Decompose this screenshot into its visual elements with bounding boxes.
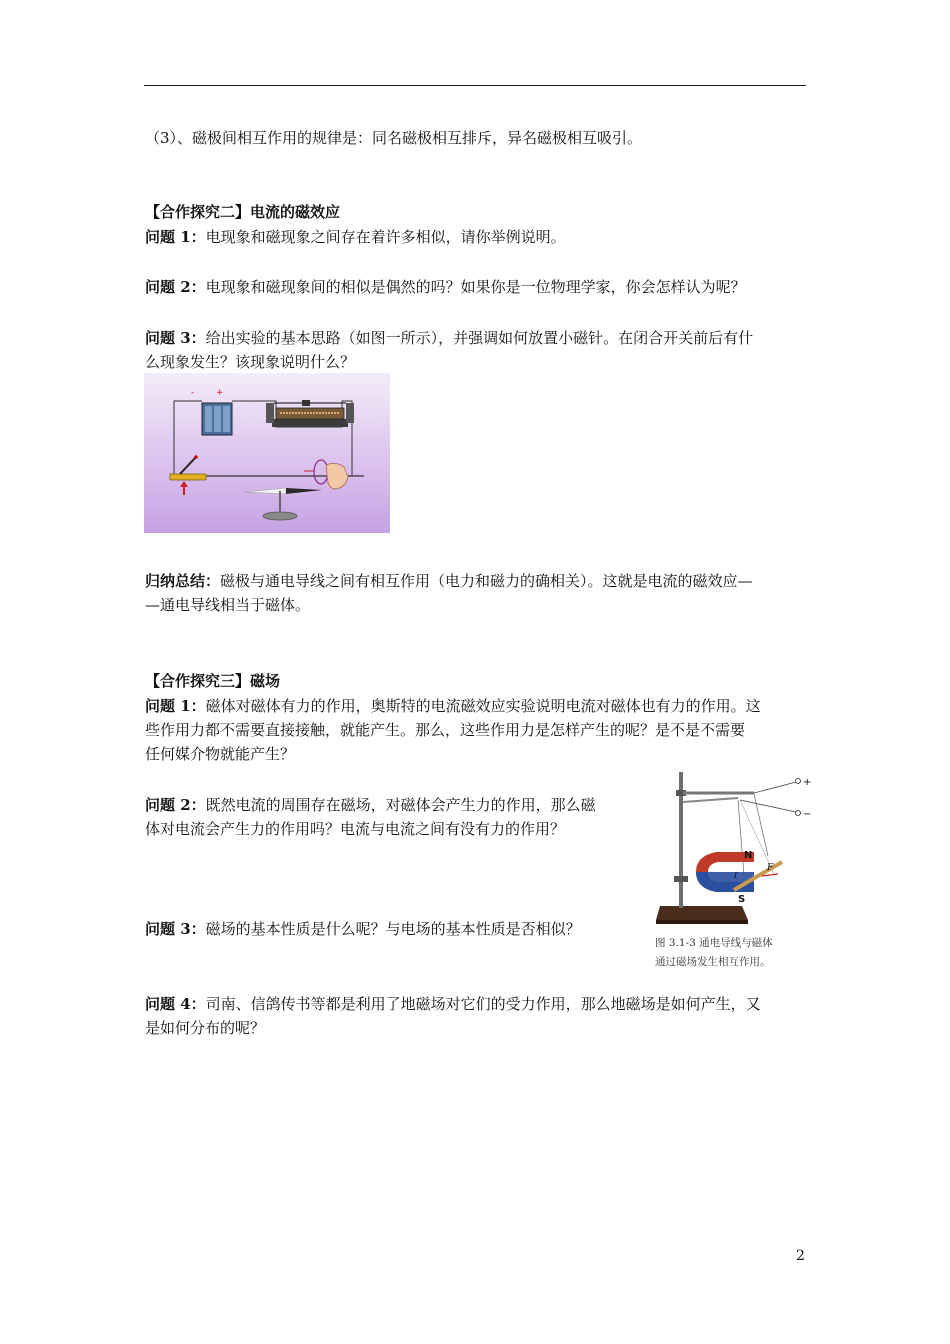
q-text: 么现象发生？该现象说明什么？ [145, 353, 356, 371]
q-label: 问题 1： [145, 697, 206, 715]
q-text: 磁体对磁体有力的作用，奥斯特的电流磁效应实验说明电流对磁体也有力的作用。这 [205, 697, 761, 715]
section3-q3 [145, 917, 581, 941]
q-text: 体对电流会产生力的作用吗？电流与电流之间有没有力的作用？ [145, 820, 566, 838]
q-label: 问题 3： [145, 920, 206, 938]
page-number: 2 [796, 1248, 805, 1264]
summary-text: 磁极与通电导线之间有相互作用（电力和磁力的确相关）。这就是电流的磁效应— [220, 572, 753, 590]
section3-q4 [145, 992, 761, 1040]
summary-label: 归纳总结： [145, 572, 221, 590]
rule-3-text: （3）、磁极间相互作用的规律是：同名磁极相互排斥，异名磁极相互吸引。 [145, 129, 643, 147]
q-text: 任何媒介物就能产生？ [145, 745, 296, 763]
magnet-wire-figure [650, 768, 818, 974]
circuit-figure [144, 373, 390, 533]
summary-text: —通电导线相当于磁体。 [145, 596, 311, 614]
q-text: 电现象和磁现象之间存在着许多相似，请你举例说明。 [205, 228, 566, 246]
section2-q1 [145, 225, 566, 249]
section3-heading: 【合作探究三】磁场 [145, 672, 281, 690]
pole-n-label: N [744, 850, 753, 861]
q-label: 问题 3： [145, 329, 206, 347]
section3-q1 [145, 694, 761, 766]
q-text: 电现象和磁现象间的相似是偶然的吗？如果你是一位物理学家，你会怎样认为呢？ [205, 278, 746, 296]
header-rule [144, 85, 806, 86]
q-label: 问题 4： [145, 995, 206, 1013]
terminal-plus-label: + [803, 777, 812, 788]
section2-q3 [145, 326, 753, 374]
figure-caption-line1: 图 3.1-3 通电导线与磁体 [655, 937, 773, 949]
q-label: 问题 2： [145, 796, 206, 814]
pole-s-label: S [738, 894, 746, 905]
figure-caption-line2: 通过磁场发生相互作用。 [655, 956, 771, 968]
battery-plus-label: + [216, 388, 224, 398]
force-f-label: F [767, 863, 774, 873]
section2-heading: 【合作探究二】电流的磁效应 [145, 203, 341, 221]
q-label: 问题 2： [145, 278, 206, 296]
q-text: 是如何分布的呢？ [145, 1019, 266, 1037]
section3-q2 [145, 793, 596, 841]
current-i-label: I [734, 871, 738, 880]
battery-minus-label: - [191, 388, 195, 398]
q-text: 既然电流的周围存在磁场，对磁体会产生力的作用，那么磁 [205, 796, 596, 814]
q-text: 磁场的基本性质是什么呢？与电场的基本性质是否相似？ [205, 920, 581, 938]
q-text: 给出实验的基本思路（如图一所示），并强调如何放置小磁针。在闭合开关前后有什 [205, 329, 754, 347]
q-text: 些作用力都不需要直接接触，就能产生。那么，这些作用力是怎样产生的呢？是不是不需要 [145, 721, 746, 739]
q-text: 司南、信鸽传书等都是利用了地磁场对它们的受力作用，那么地磁场是如何产生，又 [205, 995, 761, 1013]
section2-q2 [145, 275, 746, 299]
q-label: 问题 1： [145, 228, 206, 246]
terminal-minus-label: − [803, 809, 812, 820]
section2-summary [145, 569, 753, 617]
